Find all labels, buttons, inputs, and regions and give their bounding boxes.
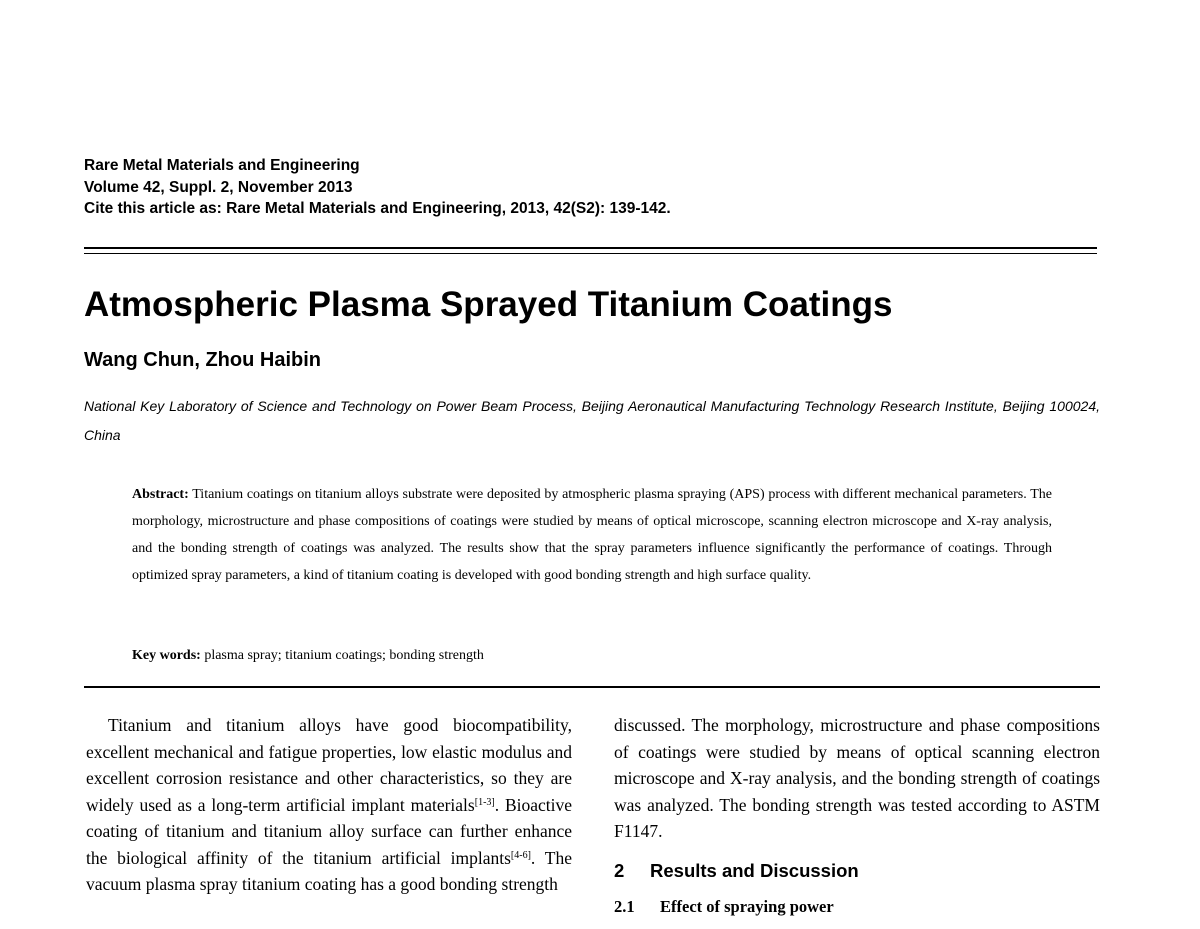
- subsection-heading: [614, 895, 1100, 919]
- journal-header: [84, 155, 671, 220]
- body-column-right: [614, 712, 1100, 919]
- journal-volume: Volume 42, Suppl. 2, November 2013: [84, 178, 353, 196]
- header-divider: [84, 247, 1097, 249]
- keywords-text: plasma spray; titanium coatings; bonding strength: [204, 648, 484, 663]
- subsection-title: Effect of spraying power: [660, 896, 834, 916]
- keywords-label: Key words:: [132, 648, 201, 663]
- citation-ref: [4-6]: [510, 849, 531, 861]
- abstract-text: Titanium coatings on titanium alloys substrate were deposited by atmospheric plasma spraying (APS) process with different mechanical parameters. The morphology, microstructure and phase compositions of coatings were studied by means of optical microscope, scanning electron microscope and X-ray analysis, and the bonding strength of coatings was analyzed. The results show that the spray parameters influence significantly the performance of coatings. Through optimized spray parameters, a kind of titanium coating is developed with good bonding strength and high surface quality.: [132, 487, 1052, 583]
- affiliation: National Key Laboratory of Science and Technology on Power Beam Process, Beijing Aeronautical Manufacturing Technology Research Institute, Beijing 100024, China: [84, 398, 1100, 443]
- paper-title: Atmospheric Plasma Sprayed Titanium Coatings: [84, 285, 893, 324]
- citation-line: Cite this article as: Rare Metal Materials and Engineering, 2013, 42(S2): 139-142.: [84, 200, 671, 217]
- methods-paragraph: discussed. The morphology, microstructure and phase compositions of coatings were studied by means of optical scanning electron microscope and X-ray analysis, and the bonding strength of coatings was analyzed. The bonding strength was tested according to ASTM F1147.: [614, 715, 1100, 841]
- subsection-number: 2.1: [614, 896, 635, 916]
- intro-text-1: Titanium and titanium alloys have good biocompatibility, excellent mechanical and fatigue properties, low elastic modulus and excellent corrosion resistance and other characteristics, so they are widely used as a long-term artificial implant materials: [86, 715, 572, 815]
- abstract: [132, 481, 1052, 589]
- journal-name: Rare Metal Materials and Engineering: [84, 157, 360, 174]
- keywords: [132, 645, 484, 667]
- abstract-label: Abstract:: [132, 487, 189, 502]
- header-divider-thin: [84, 253, 1097, 254]
- author-list: Wang Chun, Zhou Haibin: [84, 349, 321, 371]
- intro-paragraph: [86, 712, 572, 898]
- section-title: Results and Discussion: [650, 859, 859, 881]
- section-number: 2: [614, 859, 625, 881]
- intro-text-2: . Bioactive coating of titanium and titanium alloy surface can further enhance the biological affinity of the titanium artificial implants: [86, 794, 572, 868]
- body-column-left: [86, 712, 572, 898]
- citation-ref: [1-3]: [474, 796, 495, 808]
- abstract-divider: [84, 686, 1100, 688]
- section-heading: [614, 858, 1100, 884]
- intro-text-3: . The vacuum plasma spray titanium coating has a good bonding strength: [86, 847, 572, 894]
